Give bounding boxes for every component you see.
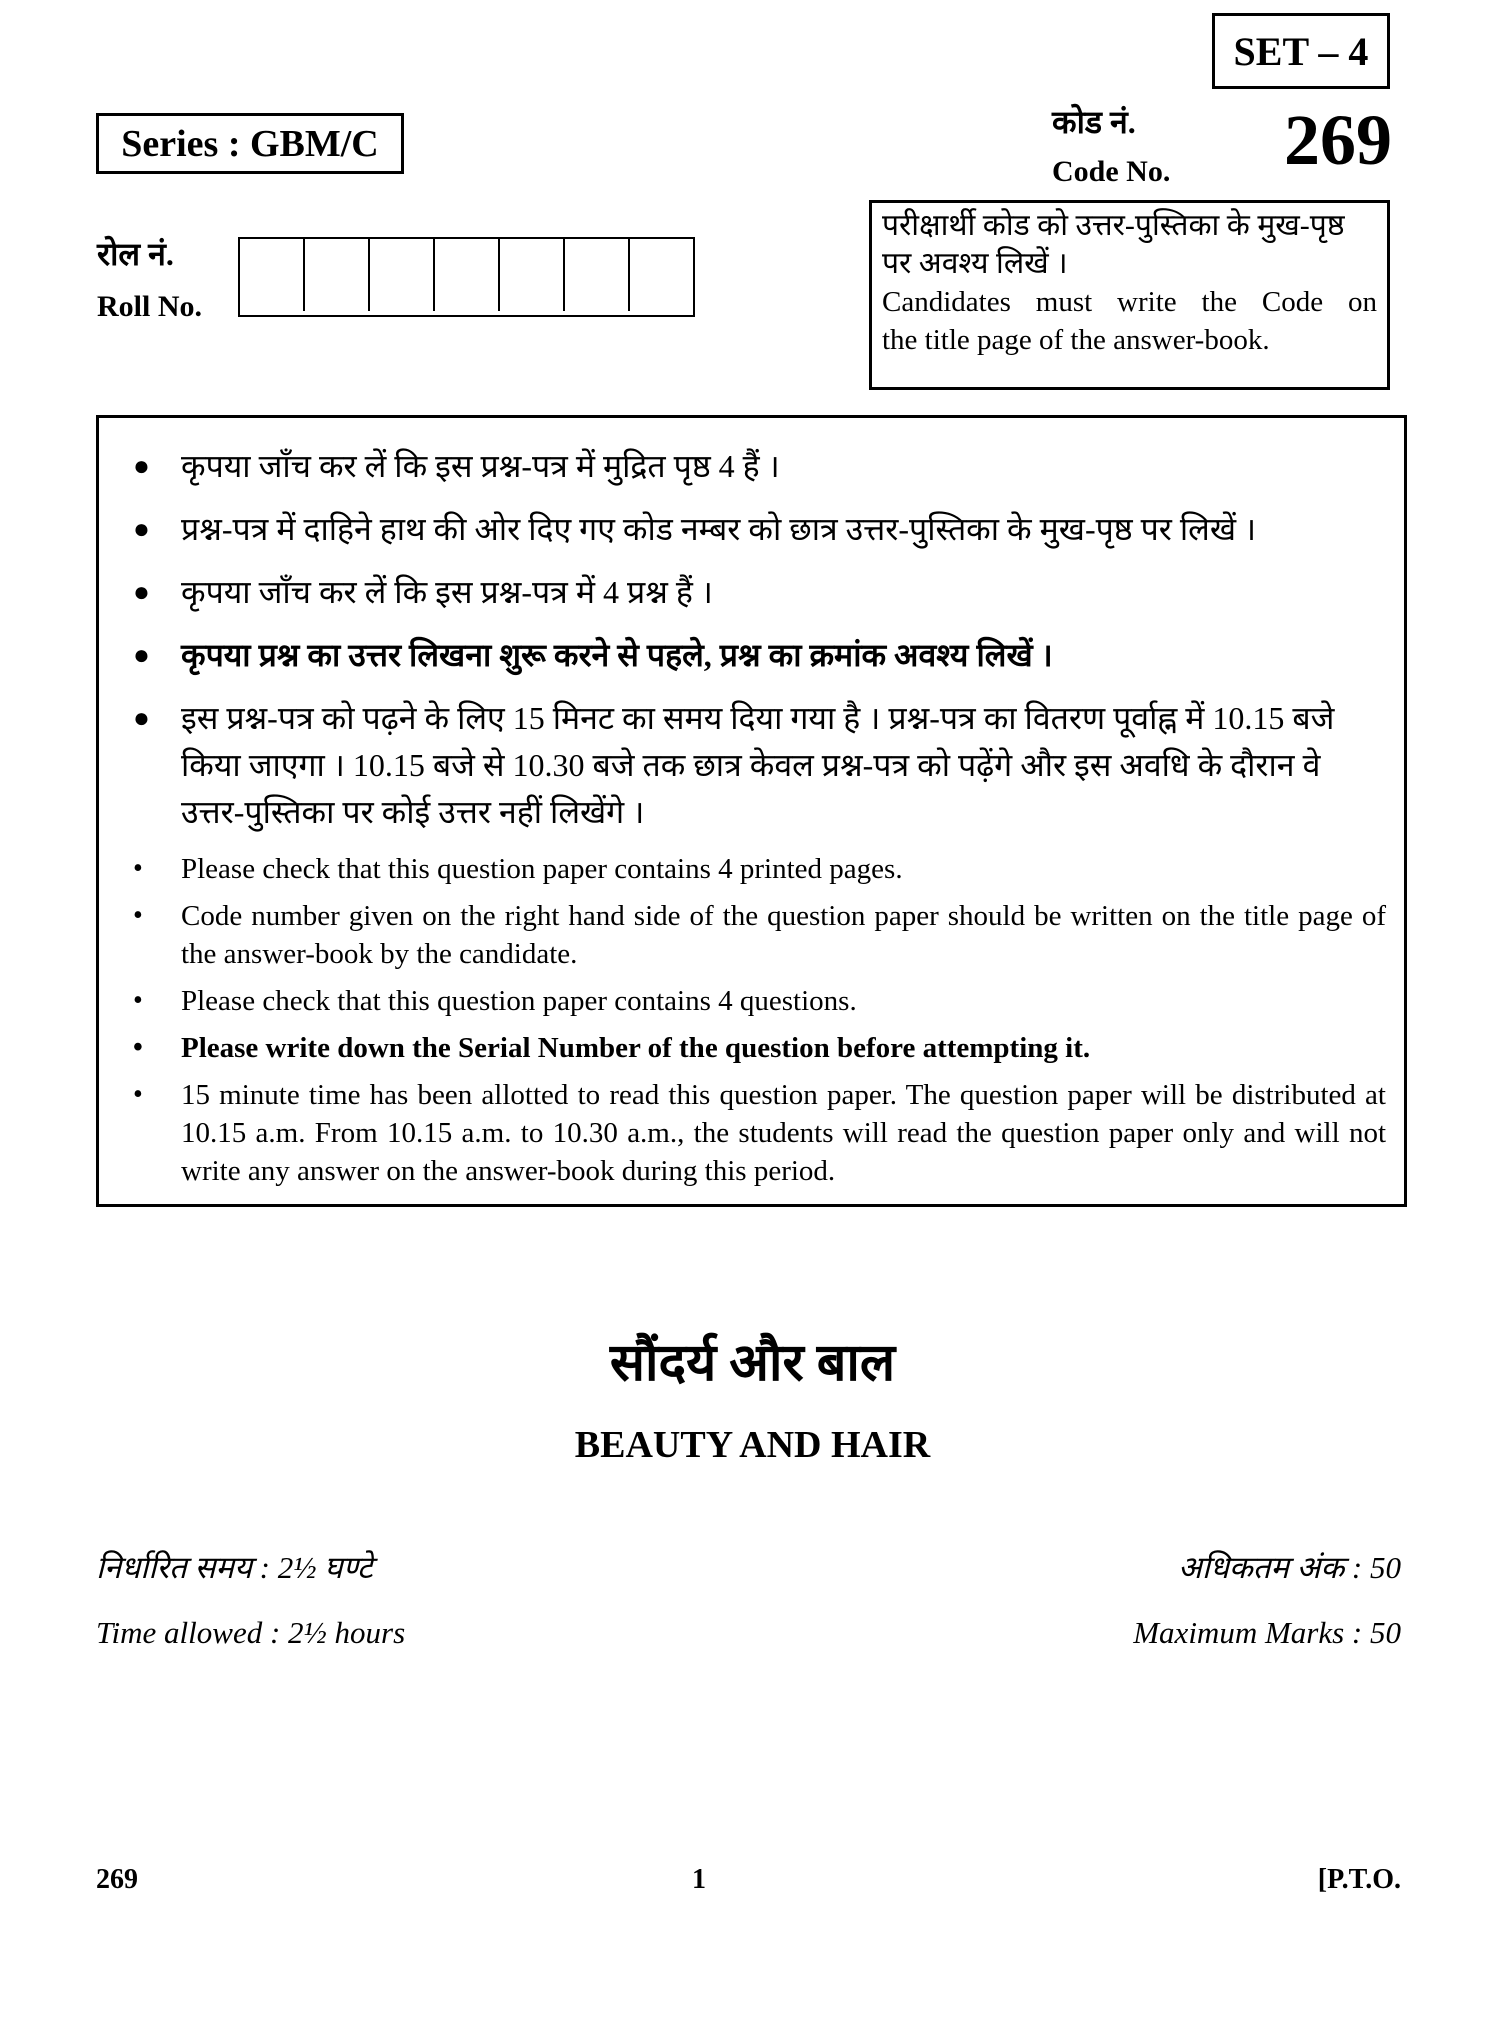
roll-label-hindi: रोल नं. [97,236,174,272]
instructions-box [96,415,1407,1207]
page-number: 1 [692,1864,706,1895]
bullet-icon: • [133,853,143,884]
bullet-icon: ● [133,703,150,734]
roll-box[interactable] [435,239,500,311]
bullet-icon: ● [133,640,150,671]
instruction-hindi-5: ● इस प्रश्न-पत्र को पढ़ने के लिए 15 मिनट का समय दिया गया है । प्रश्न-पत्र का वितरण पूर्वाह्न में 10.15 बजे किया जाएगा । 10.15 बजे से 10.30 बजे तक छात्र केवल प्रश्न-पत्र को पढ़ेंगे और इस अवधि के दौरान वे उत्तर-पुस्तिका पर कोई उत्तर नहीं लिखेंगे । [181,695,1386,836]
footer-code: 269 [96,1864,138,1895]
code-number: 269 [1284,100,1392,180]
roll-box[interactable] [565,239,630,311]
instruction-hindi-2: ● प्रश्न-पत्र में दाहिने हाथ की ओर दिए गए कोड नम्बर को छात्र उत्तर-पुस्तिका के मुख-पृष्ठ पर लिखें । [181,506,1386,553]
code-label-hindi: कोड नं. [1052,104,1136,140]
instruction-english-4: • Please write down the Serial Number of the question before attempting it. [181,1029,1386,1067]
code-note-hindi: परीक्षार्थी कोड को उत्तर-पुस्तिका के मुख-पृष्ठ पर अवश्य लिखें । [882,209,1345,280]
instruction-hindi-4: ● कृपया प्रश्न का उत्तर लिखना शुरू करने से पहले, प्रश्न का क्रमांक अवश्य लिखें । [181,632,1386,679]
code-note-english-1: Candidates must write the Code on [882,286,1377,318]
bullet-icon: ● [133,514,150,545]
instruction-hindi-1: ● कृपया जाँच कर लें कि इस प्रश्न-पत्र में मुद्रित पृष्ठ 4 हैं । [181,443,1386,490]
bullet-icon: • [133,1032,143,1063]
code-note-english-2: the title page of the answer-book. [882,324,1270,356]
time-allowed-english: Time allowed : 2½ hours [96,1615,406,1650]
instruction-english-3: • Please check that this question paper contains 4 questions. [181,982,1386,1020]
roll-box[interactable] [500,239,565,311]
bullet-icon: • [133,985,143,1016]
subject-title-hindi: सौंदर्य और बाल [609,1335,896,1392]
bullet-icon: ● [133,451,150,482]
roll-box[interactable] [630,239,693,311]
roll-box[interactable] [240,239,305,311]
instruction-hindi-3: ● कृपया जाँच कर लें कि इस प्रश्न-पत्र में 4 प्रश्न हैं । [181,569,1386,616]
roll-number-boxes[interactable] [238,237,695,317]
series-label: Series : GBM/C [96,113,404,174]
roll-box[interactable] [370,239,435,311]
max-marks-english: Maximum Marks : 50 [1133,1615,1401,1650]
time-allowed-hindi: निर्धारित समय : 2½ घण्टे [96,1550,373,1585]
instruction-english-1: • Please check that this question paper contains 4 printed pages. [181,850,1386,888]
set-number: SET – 4 [1212,13,1390,89]
bullet-icon: ● [133,577,150,608]
max-marks-hindi: अधिकतम अंक : 50 [1178,1550,1401,1585]
instruction-english-2: • Code number given on the right hand side of the question paper should be written on the title page of the answer-book by the candidate. [181,897,1386,973]
bullet-icon: • [133,900,143,931]
bullet-icon: • [133,1079,143,1110]
instruction-english-5: • 15 minute time has been allotted to read this question paper. The question paper will be distributed at 10.15 a.m. From 10.15 a.m. to 10.30 a.m., the students will read the question paper only and will not write any answer on the answer-book during this period. [181,1076,1386,1190]
code-label-english: Code No. [1052,155,1171,188]
roll-box[interactable] [305,239,370,311]
please-turn-over: [P.T.O. [1317,1864,1401,1895]
subject-title-english: BEAUTY AND HAIR [574,1424,931,1466]
roll-label-english: Roll No. [97,290,202,323]
code-instruction-box [869,200,1390,390]
